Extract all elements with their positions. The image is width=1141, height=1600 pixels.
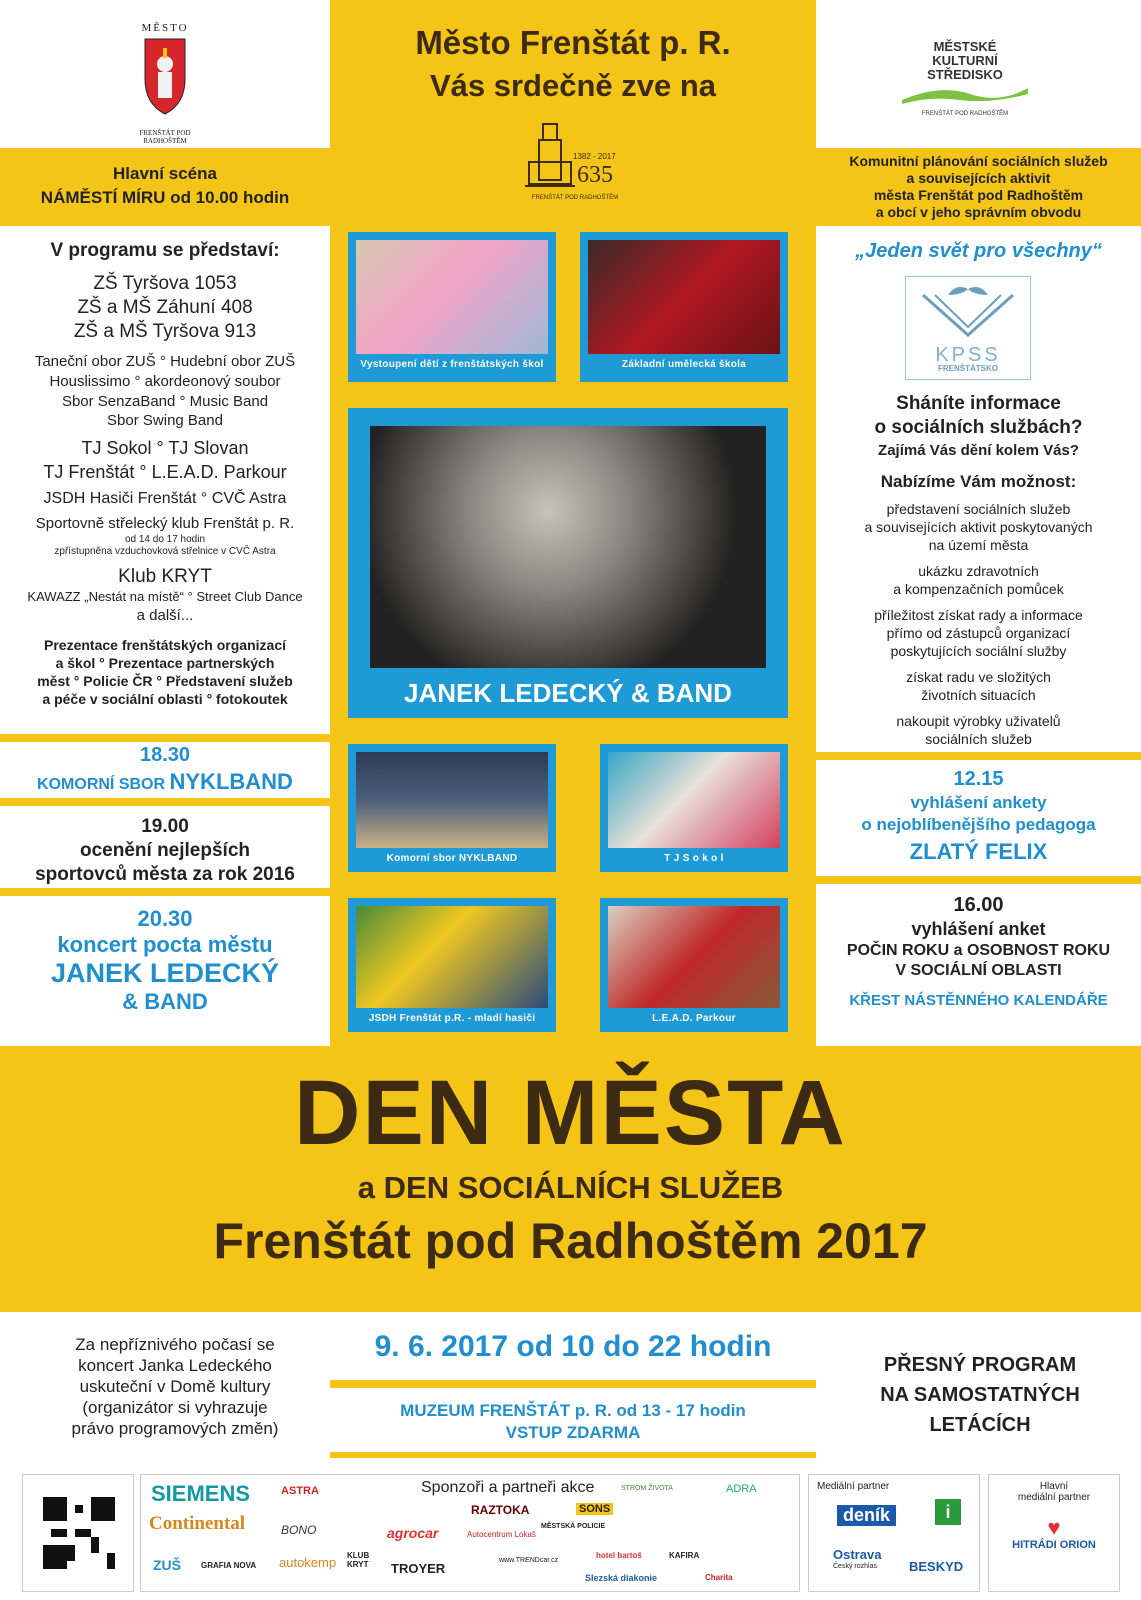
right-divider (816, 876, 1141, 884)
event-awards (0, 816, 330, 886)
museum-line: MUZEUM FRENŠTÁT p. R. od 13 - 17 hodin (400, 1401, 746, 1420)
media-box (808, 1474, 980, 1592)
school-item: ZŠ a MŠ Tyršova 913 (73, 321, 257, 342)
main-photo-caption: JANEK LEDECKÝ & BAND (404, 678, 732, 708)
photo-image (356, 906, 548, 1008)
photo-sokol (600, 744, 788, 872)
offer-line: příležitost získat rady a informace (874, 607, 1083, 623)
weather-line: (organizátor si vyhrazuje (82, 1398, 268, 1417)
left-divider (0, 734, 330, 742)
sponsor-adra: ADRA (726, 1483, 757, 1495)
sponsor-kafira: KAFIRA (669, 1551, 700, 1560)
photo-image (356, 240, 548, 354)
komunit-info (816, 153, 1141, 221)
date-info (330, 1330, 816, 1364)
komunit-line: města Frenštát pod Radhoštěm (873, 187, 1084, 203)
event-time: 19.00 (141, 816, 189, 837)
question-line: Zajímá Vás dění kolem Vás? (878, 442, 1079, 459)
event-line: V SOCIÁLNÍ OBLASTI (895, 962, 1062, 979)
offer-line: nakoupit výrobky uživatelů (896, 713, 1061, 729)
anniversary-logo (525, 122, 625, 210)
mks-line1: MĚSTSKÉ (933, 39, 997, 54)
offer-item (816, 500, 1141, 554)
photo-art-school (580, 232, 788, 382)
photo-image (608, 752, 780, 848)
photo-caption: Vystoupení dětí z frenštátských škol (360, 359, 544, 370)
title-line1: Město Frenštát p. R. (415, 24, 731, 61)
city-logo-text-side: FRENŠTÁT POD RADHOŠTĚM (139, 129, 191, 145)
social-info (816, 392, 1141, 748)
question-line: o sociálních službách? (874, 417, 1083, 438)
banner-subtitle: a DEN SOCIÁLNÍCH SLUŽEB (357, 1170, 784, 1205)
group-item: Taneční obor ZUŠ ° Hudební obor ZUŠ (34, 353, 296, 370)
offer-title: Nabízíme Vám možnost: (880, 472, 1077, 491)
kpss-sub: FRENŠTÁTSKO (938, 364, 998, 373)
banner-title: DEN MĚSTA (294, 1062, 847, 1164)
sponsor-siemens: SIEMENS (151, 1481, 251, 1506)
event-time: 16.00 (953, 894, 1004, 916)
sponsor-raztoka: RAZTOKA (471, 1503, 530, 1517)
banner-place: Frenštát pod Radhoštěm 2017 (213, 1213, 928, 1269)
weather-line: Za nepříznivého počasí se (75, 1335, 275, 1354)
offer-line: ukázku zdravotních (918, 563, 1039, 579)
photo-image (356, 752, 548, 848)
event-time: 20.30 (137, 906, 193, 931)
sponsor-grafia-nova: GRAFIA NOVA (201, 1561, 257, 1570)
media-ostrava: Ostrava (833, 1547, 882, 1562)
komunit-line: a souvisejících aktivit (906, 170, 1051, 186)
event-line: o nejoblíbenějšího pedagoga (861, 815, 1096, 834)
kpss-logo (905, 276, 1031, 380)
event-line: POČIN ROKU a OSOBNOST ROKU (846, 942, 1111, 959)
photo-nyklband (348, 744, 556, 872)
kryt-title: Klub KRYT (118, 566, 212, 587)
offer-line: a souvisejících aktivit poskytovaných (864, 519, 1093, 535)
question-line: Sháníte informace (896, 393, 1061, 414)
media-beskyd: BESKYD (909, 1559, 964, 1574)
group-item: Sbor Swing Band (107, 412, 223, 429)
komunit-line: a obcí v jeho správním obvodu (875, 204, 1082, 220)
main-media-name: HITRÁDI ORION (1012, 1539, 1096, 1551)
program-line: LETÁCÍCH (929, 1414, 1031, 1436)
mks-line3: STŘEDISKO (927, 67, 1003, 82)
weather-note (30, 1334, 320, 1439)
event-title (0, 769, 330, 795)
left-divider (0, 888, 330, 896)
group-item: Houslissimo ° akordeonový soubor (49, 373, 281, 390)
museum-line: VSTUP ZDARMA (505, 1423, 641, 1442)
museum-info (330, 1400, 816, 1444)
offer-line: poskytujících sociální služby (890, 643, 1067, 659)
stage-line2: NÁMĚSTÍ MÍRU od 10.00 hodin (40, 188, 290, 207)
program-line: NA SAMOSTATNÝCH (880, 1384, 1080, 1406)
group-item: TJ Frenštát ° L.E.A.D. Parkour (43, 462, 287, 482)
event-line: KŘEST NÁSTĚNNÉHO KALENDÁŘE (849, 992, 1108, 1009)
event-zlaty-felix (816, 768, 1141, 865)
sponsor-trendcar: www.TRENDcar.cz (499, 1557, 559, 1564)
offer-line: přímo od zástupců organizací (886, 625, 1071, 641)
sponsor-astra: ASTRA (281, 1485, 319, 1497)
event-line: sportovců města za rok 2016 (35, 864, 295, 885)
event-line: ocenění nejlepších (80, 840, 250, 861)
offer-line: představení sociálních služeb (886, 501, 1071, 517)
offer-line: na území města (928, 537, 1029, 553)
offer-line: sociálních služeb (925, 731, 1032, 747)
sponsor-autokemp: autokemp (279, 1555, 337, 1570)
sponsor-hotel-bartos: hotel bartoš (596, 1551, 642, 1560)
anniversary-years: 1382 - 2017 (573, 152, 616, 161)
museum-divider (330, 1452, 816, 1458)
photo-parkour (600, 898, 788, 1032)
main-media-title: mediální partner (1017, 1492, 1091, 1503)
offer-item (816, 606, 1141, 660)
group-item: Sbor SenzaBand ° Music Band (61, 393, 269, 410)
event-line: & BAND (122, 989, 208, 1014)
sponsor-mestska-policie: MĚSTSKÁ POLICIE (541, 1523, 606, 1530)
event-line: vyhlášení anket (911, 919, 1046, 939)
school-item: ZŠ a MŠ Záhuní 408 (77, 297, 253, 318)
group-note: zpřístupněna vzduchovková střelnice v CVČ Astra (54, 546, 276, 557)
kpss-logo-text: KPSS (935, 344, 1001, 366)
stage-line1: Hlavní scéna (113, 164, 217, 183)
photo-image (608, 906, 780, 1008)
photo-image (588, 240, 780, 354)
photo-main (348, 408, 788, 718)
main-media-box (988, 1474, 1120, 1592)
group-item: TJ Sokol ° TJ Slovan (81, 438, 249, 458)
sponsor-sons: SONS (576, 1503, 613, 1515)
offer-line: a kompenzačních pomůcek (893, 581, 1064, 597)
photo-caption: JSDH Frenštát p.R. - mladí hasiči (368, 1013, 536, 1024)
mks-line2: KULTURNÍ (932, 53, 998, 68)
offer-item (816, 668, 1141, 704)
stage-info (0, 164, 330, 208)
media-denik: deník (837, 1505, 896, 1526)
header-title (330, 24, 816, 104)
sponsor-bono: BONO (281, 1523, 317, 1537)
event-date: 9. 6. 2017 od 10 do 22 hodin (374, 1330, 772, 1363)
qr-box (22, 1474, 134, 1592)
photo-caption: L.E.A.D. Parkour (652, 1013, 736, 1024)
mks-logo (900, 40, 1030, 117)
presentation-line: Prezentace frenštátských organizací (44, 637, 286, 653)
media-title: Mediální partner (817, 1481, 890, 1492)
event-line: koncert pocta městu (57, 932, 273, 957)
event-title-name: NYKLBAND (169, 769, 293, 794)
sponsors-title: Sponzoři a partneři akce (421, 1479, 595, 1496)
city-logo (120, 22, 210, 145)
weather-line: právo programových změn) (71, 1419, 279, 1438)
program-line: PŘESNÝ PROGRAM (883, 1354, 1077, 1376)
event-time: 12.15 (953, 768, 1004, 790)
green-wave-icon (900, 82, 1030, 106)
sponsor-strom-zivota: STROM ŽIVOTA (621, 1485, 673, 1492)
sponsor-slezska-diakonie: Slezská diakonie (585, 1573, 658, 1583)
program-title: V programu se představí: (50, 240, 280, 261)
weather-line: koncert Janka Ledeckého (78, 1356, 272, 1375)
sponsor-troyer: TROYER (391, 1561, 446, 1576)
sponsor-zus: ZUŠ (153, 1557, 181, 1573)
event-concert (0, 906, 330, 1015)
presentation-line: a škol ° Prezentace partnerských (55, 655, 275, 671)
school-item: ZŠ Tyršova 1053 (93, 273, 237, 294)
photo-firefighters (348, 898, 556, 1032)
group-note: od 14 do 17 hodin (124, 534, 206, 545)
heart-icon: ♥ (1047, 1515, 1061, 1540)
qr-code-icon (43, 1497, 115, 1569)
town-hall-tower-icon (525, 122, 575, 192)
group-item: Sportovně střelecký klub Frenštát p. R. (35, 515, 295, 532)
sponsors-box (140, 1474, 800, 1592)
event-polls (816, 894, 1141, 1009)
info-icon: i (935, 1499, 961, 1525)
more-text: a další... (136, 607, 194, 624)
city-coat-of-arms-icon (120, 34, 210, 124)
offer-line: životních situacích (921, 687, 1036, 703)
city-logo-text-top: MĚSTO (141, 22, 189, 34)
sponsor-agrocar: agrocar (387, 1525, 439, 1541)
left-divider (0, 798, 330, 806)
kpss-hands-icon (913, 283, 1023, 341)
event-line: ZLATÝ FELIX (909, 839, 1048, 864)
offer-line: získat radu ve složitých (906, 669, 1051, 685)
event-line: vyhlášení ankety (910, 793, 1047, 812)
event-title-prefix: KOMORNÍ SBOR (37, 776, 170, 793)
presentation-line: a péče v sociální oblasti ° fotokoutek (42, 691, 288, 707)
event-nyklband (0, 744, 330, 795)
offer-item (816, 712, 1141, 748)
date-divider (330, 1380, 816, 1388)
event-time: 18.30 (139, 744, 191, 766)
photo-caption: Komorní sbor NYKLBAND (386, 853, 518, 864)
sponsor-continental: Continental (149, 1513, 246, 1534)
program-note (830, 1350, 1130, 1440)
event-line: JANEK LEDECKÝ (50, 958, 280, 988)
slogan (816, 240, 1141, 263)
photo-image (370, 426, 766, 668)
group-item: JSDH Hasiči Frenštát ° CVČ Astra (43, 490, 287, 507)
photo-caption: T J S o k o l (664, 853, 724, 864)
title-line2: Vás srdečně zve na (429, 68, 717, 103)
kryt-note: KAWAZZ „Nestát na místě“ ° Street Club Dance (27, 589, 303, 604)
photo-children (348, 232, 556, 382)
banner-text (0, 1058, 1141, 1274)
komunit-line: Komunitní plánování sociálních služeb (849, 153, 1108, 169)
media-cro: Český rozhlas (833, 1563, 877, 1570)
main-media-title: Hlavní (1039, 1481, 1069, 1492)
anniversary-number: 635 (577, 162, 613, 188)
photo-caption: Základní umělecká škola (621, 359, 747, 370)
presentation-line: měst ° Policie ČR ° Představení služeb (37, 673, 293, 689)
anniversary-caption: FRENŠTÁT POD RADHOŠTĚM (531, 195, 619, 201)
sponsor-charita: Charita (705, 1573, 733, 1582)
sponsor-autocentrum: Autocentrum Lokaš (467, 1530, 536, 1539)
offer-item (816, 562, 1141, 598)
right-divider (816, 752, 1141, 760)
sponsor-klub-kryt: KLUB KRYT (347, 1551, 370, 1569)
mks-caption: FRENŠTÁT POD RADHOŠTĚM (921, 111, 1009, 117)
slogan-text: „Jeden svět pro všechny“ (855, 240, 1102, 262)
weather-line: uskuteční v Domě kultury (79, 1377, 271, 1396)
program-list (0, 240, 330, 708)
